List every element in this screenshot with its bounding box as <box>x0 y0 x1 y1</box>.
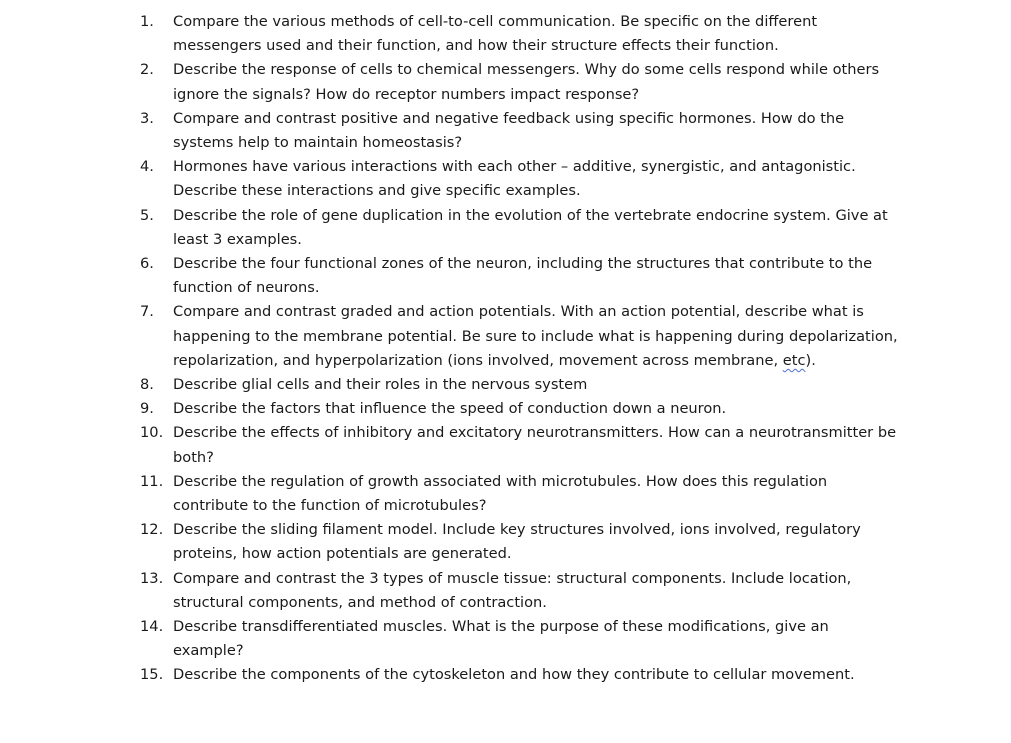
question-text: Hormones have various interactions with each other – additive, synergistic, and antagonistic. Describe these interactions and give specific examples. <box>173 158 856 200</box>
question-text-end: ). <box>805 351 816 369</box>
question-13 <box>140 567 1000 615</box>
question-text: Describe the response of cells to chemical messengers. Why do some cells respond while others ignore the signals? How do receptor numbers impact response? <box>173 61 880 103</box>
question-text-start: Compare and contrast graded and action potentials. With an action potential, describe what is happening to the membrane potential. Be sure to include what is happening during depolarization, repolarization, and hyperpolarization (ions involved, movement across membrane, <box>173 303 898 369</box>
question-10 <box>140 421 1000 469</box>
question-number: 2. <box>140 61 154 79</box>
question-6 <box>140 252 1000 300</box>
question-11 <box>140 470 1000 518</box>
question-8 <box>140 373 1000 397</box>
question-number: 7. <box>140 303 154 321</box>
question-number: 6. <box>140 255 154 273</box>
question-number: 14. <box>140 618 164 636</box>
question-number: 8. <box>140 376 154 394</box>
question-9 <box>140 397 1000 421</box>
question-number: 5. <box>140 206 154 224</box>
question-15 <box>140 663 1000 687</box>
question-4 <box>140 155 1000 203</box>
question-text: Compare and contrast positive and negative feedback using specific hormones. How do the systems help to maintain homeostasis? <box>173 109 845 152</box>
question-5 <box>140 204 1000 252</box>
question-number: 13. <box>140 569 164 587</box>
question-text: Describe the factors that influence the speed of conduction down a neuron. <box>173 400 727 418</box>
question-text: Compare and contrast the 3 types of muscle tissue: structural components. Include location, structural components, and method of contraction. <box>173 569 852 611</box>
question-text: Describe the sliding filament model. Include key structures involved, ions involved, regulatory proteins, how action potentials are generated. <box>173 521 861 563</box>
question-number: 3. <box>140 109 154 127</box>
question-list <box>140 10 1000 688</box>
question-text: Describe the regulation of growth associated with microtubules. How does this regulation contribute to the function of microtubules? <box>173 472 828 515</box>
question-text: Describe the effects of inhibitory and excitatory neurotransmitters. How can a neurotransmitter be both? <box>173 424 897 466</box>
question-number: 9. <box>140 400 154 418</box>
question-12 <box>140 518 1000 566</box>
question-3 <box>140 107 1000 155</box>
question-1 <box>140 10 1000 58</box>
question-text: Describe the four functional zones of the neuron, including the structures that contribute to the function of neurons. <box>173 255 873 297</box>
question-text: Describe glial cells and their roles in the nervous system <box>173 376 588 394</box>
question-number: 4. <box>140 158 154 176</box>
question-text <box>173 300 898 373</box>
question-number: 12. <box>140 521 164 539</box>
question-2 <box>140 58 1000 106</box>
question-text: Compare the various methods of cell-to-cell communication. Be specific on the different messengers used and their function, and how their structure effects their function. <box>173 13 818 55</box>
question-number: 15. <box>140 666 164 684</box>
question-number: 11. <box>140 472 164 490</box>
spellcheck-flagged-word[interactable]: etc <box>782 351 806 369</box>
question-14 <box>140 615 1000 663</box>
question-number: 1. <box>140 13 154 30</box>
question-7 <box>140 300 1000 373</box>
question-text: Describe the role of gene duplication in the evolution of the vertebrate endocrine system. Give at least 3 examples. <box>173 206 888 248</box>
question-text: Describe the components of the cytoskeleton and how they contribute to cellular movement. <box>173 666 855 684</box>
question-number: 10. <box>140 424 164 442</box>
question-text: Describe transdifferentiated muscles. What is the purpose of these modifications, give an example? <box>173 618 829 660</box>
